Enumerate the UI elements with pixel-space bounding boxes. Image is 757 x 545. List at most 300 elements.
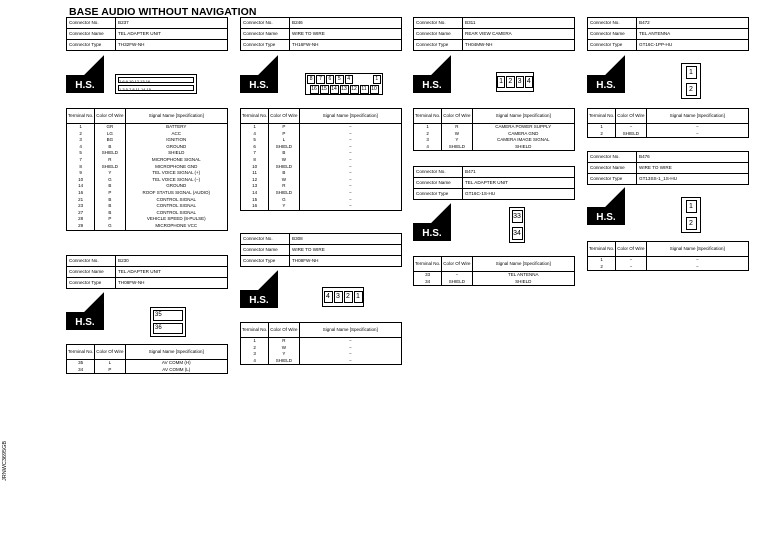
signal-name: GROUND [125, 183, 227, 190]
terminal-no: 10 [67, 177, 95, 184]
signal-row [67, 131, 228, 138]
connector-no-value: B311 [463, 18, 575, 29]
connector-type-value: TH32FW-NH [116, 40, 228, 51]
signal-row [67, 183, 228, 190]
signal-row [67, 124, 228, 131]
connector-name-value: WIRE TO WIRE [637, 163, 749, 174]
signal-row [241, 197, 402, 204]
signal-name: − [299, 345, 401, 352]
connector-type-label: Connector Type [588, 40, 637, 51]
terminal-no: 16 [67, 190, 95, 197]
connector-no-value: B246 [290, 18, 402, 29]
signal-name: − [299, 131, 401, 138]
signal-name: − [299, 358, 401, 365]
wire-color: R [95, 157, 125, 164]
connector-no-value: B471 [463, 167, 575, 178]
pin-label: 5 [335, 75, 343, 84]
wire-color: P [95, 367, 125, 374]
signal-row [67, 137, 228, 144]
signal-name: − [646, 264, 748, 271]
signal-row [67, 150, 228, 157]
terminal-no: 1 [588, 257, 616, 264]
terminal-no: 2 [414, 131, 442, 138]
wire-color: B [95, 183, 125, 190]
wire-color: G [95, 177, 125, 184]
wire-color-header: Color Of Wire [442, 257, 472, 272]
signal-row [67, 197, 228, 204]
signal-row [588, 131, 749, 138]
terminal-no: 34 [67, 367, 95, 374]
terminal-header: Terminal No. [588, 242, 616, 257]
pin-label: 36 [153, 323, 183, 334]
pin-label: 13 [341, 85, 347, 92]
signal-name: MICROPHONE VCC [125, 223, 227, 230]
signal-name: CAMERA IMAGE SIGNAL [472, 137, 574, 144]
connector-info-b308 [240, 233, 402, 267]
pin-label: 1 [686, 66, 697, 79]
signal-name: − [299, 144, 401, 151]
signal-name: − [299, 124, 401, 131]
signal-row [241, 144, 402, 151]
signal-name: CAMERA POWER SUPPLY [472, 124, 574, 131]
terminal-no: 14 [67, 183, 95, 190]
signal-table-b476 [587, 241, 749, 271]
wire-color: SHIELD [442, 279, 472, 286]
connector-name-value: TEL ADAPTER UNIT [116, 29, 228, 40]
signal-row [414, 131, 575, 138]
pin-label: 1 [497, 76, 505, 88]
harness-side-icon [240, 55, 278, 93]
connector-no-value: B308 [290, 234, 402, 245]
terminal-no: 4 [414, 144, 442, 151]
wire-color: BG [95, 137, 125, 144]
harness-side-icon [66, 55, 104, 93]
wire-color: SHIELD [269, 358, 299, 365]
connector-no-label: Connector No. [414, 167, 463, 178]
connector-type-label: Connector Type [67, 278, 116, 289]
wire-color: R [269, 183, 299, 190]
signal-row [241, 164, 402, 171]
wire-color: Y [442, 137, 472, 144]
signal-name: AV COMM (H) [125, 360, 227, 367]
signal-row [67, 190, 228, 197]
connector-face-b246 [305, 73, 383, 95]
harness-side-icon [587, 187, 625, 225]
terminal-no: 2 [588, 264, 616, 271]
signal-name-header: Signal Name [Specification] [646, 109, 748, 124]
signal-row [241, 124, 402, 131]
connector-name-value: TEL ADAPTER UNIT [463, 178, 575, 189]
terminal-no: 13 [241, 183, 269, 190]
pin-label: 34 [512, 227, 523, 240]
signal-table-b472 [587, 108, 749, 138]
signal-name-header: Signal Name [Specification] [299, 323, 401, 338]
signal-row [241, 183, 402, 190]
pin-label: 2 [686, 83, 697, 96]
wire-color: B [95, 203, 125, 210]
terminal-no: 2 [67, 131, 95, 138]
connector-type-label: Connector Type [588, 174, 637, 185]
signal-name: − [299, 177, 401, 184]
terminal-no: 1 [241, 124, 269, 131]
connector-no-value: B476 [637, 152, 749, 163]
pin-row [307, 85, 381, 94]
terminal-no: 5 [241, 137, 269, 144]
terminal-no: 10 [241, 164, 269, 171]
signal-name: − [299, 157, 401, 164]
signal-name: SHIELD [472, 144, 574, 151]
signal-row [67, 203, 228, 210]
signal-table-b308 [240, 322, 402, 365]
terminal-no: 1 [588, 124, 616, 131]
signal-name: − [299, 351, 401, 358]
connector-name-label: Connector Name [588, 29, 637, 40]
connector-face-b237 [115, 74, 197, 94]
svg-text:H.S.: H.S. [596, 80, 616, 91]
connector-info-b237 [66, 17, 228, 51]
terminal-no: 1 [414, 124, 442, 131]
connector-type-label: Connector Type [241, 40, 290, 51]
connector-info-b246 [240, 17, 402, 51]
terminal-no: 7 [241, 150, 269, 157]
signal-row [414, 124, 575, 131]
connector-name-label: Connector Name [241, 245, 290, 256]
wire-color: B [95, 210, 125, 217]
connector-name-value: WIRE TO WIRE [290, 29, 402, 40]
wire-color: R [269, 338, 299, 345]
signal-name: IGNITION [125, 137, 227, 144]
signal-row [241, 345, 402, 352]
wire-color: L [95, 360, 125, 367]
signal-name: CONTROL SIGNAL [125, 210, 227, 217]
wire-color: B [95, 144, 125, 151]
connector-no-label: Connector No. [67, 18, 116, 29]
signal-name-header: Signal Name [Specification] [472, 257, 574, 272]
wire-color: LG [95, 131, 125, 138]
wire-color: G [95, 223, 125, 230]
wire-color: GR [95, 124, 125, 131]
signal-name: ACC [125, 131, 227, 138]
connector-no-label: Connector No. [241, 234, 290, 245]
pin-row [307, 75, 381, 84]
signal-row [241, 157, 402, 164]
wire-color: P [95, 216, 125, 223]
wire-color: SHIELD [616, 131, 646, 138]
terminal-no: 8 [67, 164, 95, 171]
signal-name: CAMERA GND [472, 131, 574, 138]
terminal-header: Terminal No. [241, 323, 269, 338]
terminal-header: Terminal No. [588, 109, 616, 124]
wire-color: L [269, 137, 299, 144]
connector-info-b311 [413, 17, 575, 51]
terminal-header: Terminal No. [241, 109, 269, 124]
signal-row [414, 137, 575, 144]
terminal-no: 1 [67, 124, 95, 131]
terminal-no: 27 [67, 210, 95, 217]
connector-type-value: GT13SS-1_1S-HU [637, 174, 749, 185]
connector-info-b476 [587, 151, 749, 185]
terminal-no: 16 [241, 203, 269, 210]
harness-side-icon [413, 55, 451, 93]
connector-type-value: TH08FW-NH [290, 256, 402, 267]
pin-label: 12 [351, 85, 357, 92]
connector-type-value: TH08FW-NH [116, 278, 228, 289]
connector-face-b476 [681, 197, 701, 233]
wire-color: SHIELD [442, 144, 472, 151]
pin-row-label: 1 3 5 7 8 11 14 15 [118, 85, 194, 91]
terminal-no: 4 [241, 358, 269, 365]
signal-name: − [299, 137, 401, 144]
terminal-no: 3 [414, 137, 442, 144]
signal-row [414, 272, 575, 279]
svg-text:H.S.: H.S. [422, 80, 442, 91]
signal-row [241, 203, 402, 210]
pin-label: 4 [345, 75, 353, 84]
pin-label: 33 [512, 210, 523, 223]
connector-face-b472 [681, 63, 701, 99]
signal-name: ROOF STATUS SIGNAL (AUDIO) [125, 190, 227, 197]
terminal-no: 15 [241, 197, 269, 204]
wire-color: Y [95, 170, 125, 177]
signal-row [67, 360, 228, 367]
signal-name: − [646, 131, 748, 138]
wire-color-header: Color Of Wire [616, 109, 646, 124]
wire-color: SHIELD [95, 164, 125, 171]
signal-name: MICROPHONE GND [125, 164, 227, 171]
connector-no-label: Connector No. [241, 18, 290, 29]
page-title: BASE AUDIO WITHOUT NAVIGATION [69, 6, 257, 18]
wire-color: − [616, 264, 646, 271]
connector-name-label: Connector Name [67, 29, 116, 40]
connector-no-value: B472 [637, 18, 749, 29]
terminal-no: 5 [67, 150, 95, 157]
signal-row [241, 150, 402, 157]
wire-color: B [95, 197, 125, 204]
terminal-no: 6 [241, 144, 269, 151]
signal-name: GROUND [125, 144, 227, 151]
signal-row [67, 216, 228, 223]
wire-color: P [269, 124, 299, 131]
wire-color: R [442, 124, 472, 131]
signal-name: TEL VOICE SIGNAL (+) [125, 170, 227, 177]
wire-color: − [616, 124, 646, 131]
pin-label [354, 75, 362, 84]
wire-color: G [269, 197, 299, 204]
signal-name: VEHICLE SPEED (8-PULSE) [125, 216, 227, 223]
connector-type-value: GT16C-1S-HU [463, 189, 575, 200]
harness-side-icon [587, 55, 625, 93]
connector-name-value: WIRE TO WIRE [290, 245, 402, 256]
svg-text:H.S.: H.S. [75, 80, 95, 91]
signal-name: SHIELD [125, 150, 227, 157]
terminal-no: 7 [67, 157, 95, 164]
signal-name-header: Signal Name [Specification] [299, 109, 401, 124]
svg-text:H.S.: H.S. [596, 212, 616, 223]
connector-no-label: Connector No. [414, 18, 463, 29]
signal-name: − [299, 164, 401, 171]
pin-label: 11 [361, 85, 367, 92]
terminal-header: Terminal No. [67, 109, 95, 124]
wire-color: W [442, 131, 472, 138]
terminal-no: 3 [241, 351, 269, 358]
harness-side-icon [66, 292, 104, 330]
connector-name-value: REAR VIEW CAMERA [463, 29, 575, 40]
pin-label [363, 75, 371, 84]
wire-color: SHIELD [269, 144, 299, 151]
signal-row [241, 131, 402, 138]
diagram-code: JRNWC3695GB [2, 440, 8, 481]
signal-table-b237 [66, 108, 228, 231]
wire-color: B [269, 150, 299, 157]
terminal-no: 14 [241, 190, 269, 197]
wire-color-header: Color Of Wire [269, 323, 299, 338]
wire-color: P [95, 190, 125, 197]
wire-color-header: Color Of Wire [442, 109, 472, 124]
wire-color: − [442, 272, 472, 279]
signal-row [67, 367, 228, 374]
pin-label: 4 [525, 76, 533, 88]
signal-row [241, 358, 402, 365]
connector-info-b472 [587, 17, 749, 51]
terminal-header: Terminal No. [414, 257, 442, 272]
signal-name: SHIELD [472, 279, 574, 286]
signal-name: CONTROL SIGNAL [125, 203, 227, 210]
terminal-no: 33 [414, 272, 442, 279]
harness-side-icon [240, 270, 278, 308]
pin-label: 15 [321, 85, 327, 92]
connector-type-value: TH16FW-NH [290, 40, 402, 51]
wire-color: B [269, 170, 299, 177]
terminal-no: 2 [588, 131, 616, 138]
pin-label: 2 [686, 217, 697, 230]
signal-row [414, 144, 575, 151]
connector-type-label: Connector Type [67, 40, 116, 51]
connector-name-value: TEL ANTENNA [637, 29, 749, 40]
signal-row [241, 338, 402, 345]
wire-color: Y [269, 203, 299, 210]
signal-row [67, 144, 228, 151]
terminal-no: 2 [241, 345, 269, 352]
signal-name: CONTROL SIGNAL [125, 197, 227, 204]
connector-face-b311 [496, 72, 534, 92]
harness-side-icon [413, 203, 451, 241]
terminal-no: 3 [67, 137, 95, 144]
signal-name: − [299, 183, 401, 190]
connector-no-value: B237 [116, 18, 228, 29]
signal-name: MICROPHONE SIGNAL [125, 157, 227, 164]
signal-name: − [299, 150, 401, 157]
pin-label: 6 [326, 75, 334, 84]
pin-label: 1 [686, 200, 697, 213]
wire-color: W [269, 345, 299, 352]
pin-label: 35 [153, 310, 183, 321]
connector-type-label: Connector Type [241, 256, 290, 267]
terminal-no: 9 [67, 170, 95, 177]
terminal-header: Terminal No. [67, 345, 95, 360]
wire-color-header: Color Of Wire [269, 109, 299, 124]
signal-name: − [646, 257, 748, 264]
signal-table-b246 [240, 108, 402, 211]
svg-text:H.S.: H.S. [249, 295, 269, 306]
signal-row [588, 124, 749, 131]
signal-name: TEL ANTENNA [472, 272, 574, 279]
connector-face-b471 [509, 207, 525, 243]
connector-no-label: Connector No. [67, 256, 116, 267]
signal-row [588, 257, 749, 264]
wire-color: SHIELD [269, 190, 299, 197]
wire-color: − [616, 257, 646, 264]
signal-name: − [299, 190, 401, 197]
terminal-no: 11 [241, 170, 269, 177]
connector-name-label: Connector Name [241, 29, 290, 40]
signal-name: − [299, 203, 401, 210]
wire-color-header: Color Of Wire [616, 242, 646, 257]
signal-name: − [299, 197, 401, 204]
wire-color: SHIELD [269, 164, 299, 171]
terminal-header: Terminal No. [414, 109, 442, 124]
signal-table-b230 [66, 344, 228, 374]
pin-label: 2 [506, 76, 514, 88]
terminal-no: 35 [67, 360, 95, 367]
terminal-no: 21 [67, 197, 95, 204]
terminal-no: 1 [241, 338, 269, 345]
signal-name: BATTERY [125, 124, 227, 131]
wire-color: SHIELD [95, 150, 125, 157]
connector-name-label: Connector Name [588, 163, 637, 174]
signal-row [241, 137, 402, 144]
connector-info-b230 [66, 255, 228, 289]
signal-name: AV COMM (L) [125, 367, 227, 374]
pin-label: 16 [311, 85, 317, 92]
connector-face-b230 [150, 307, 186, 337]
signal-name: TEL VOICE SIGNAL (−) [125, 177, 227, 184]
connector-type-value: GT16C-1PP-HU [637, 40, 749, 51]
signal-name: − [299, 170, 401, 177]
connector-type-label: Connector Type [414, 189, 463, 200]
signal-row [588, 264, 749, 271]
signal-row [241, 177, 402, 184]
pin-row-label: 2 6 9 10 12 13 16 [118, 77, 194, 83]
terminal-no: 29 [67, 223, 95, 230]
pin-label: 10 [371, 85, 377, 92]
pin-label: 4 [324, 291, 333, 303]
connector-type-value: TH04MW-NH [463, 40, 575, 51]
wire-color-header: Color Of Wire [95, 109, 125, 124]
signal-row [241, 170, 402, 177]
connector-name-label: Connector Name [414, 178, 463, 189]
signal-name-header: Signal Name [Specification] [646, 242, 748, 257]
pin-label: 1 [354, 291, 363, 303]
terminal-no: 8 [241, 157, 269, 164]
svg-text:H.S.: H.S. [249, 80, 269, 91]
pin-label: 8 [307, 75, 315, 84]
signal-name-header: Signal Name [Specification] [125, 345, 227, 360]
pin-label: 2 [344, 291, 353, 303]
connector-no-label: Connector No. [588, 152, 637, 163]
connector-face-b308 [322, 287, 364, 307]
terminal-no: 34 [414, 279, 442, 286]
pin-label: 7 [316, 75, 324, 84]
wire-color: W [269, 177, 299, 184]
svg-text:H.S.: H.S. [75, 317, 95, 328]
signal-row [67, 210, 228, 217]
pin-label: 14 [331, 85, 337, 92]
signal-row [414, 279, 575, 286]
signal-row [67, 157, 228, 164]
pin-label: 1 [373, 75, 381, 84]
terminal-no: 12 [241, 177, 269, 184]
signal-row [241, 351, 402, 358]
